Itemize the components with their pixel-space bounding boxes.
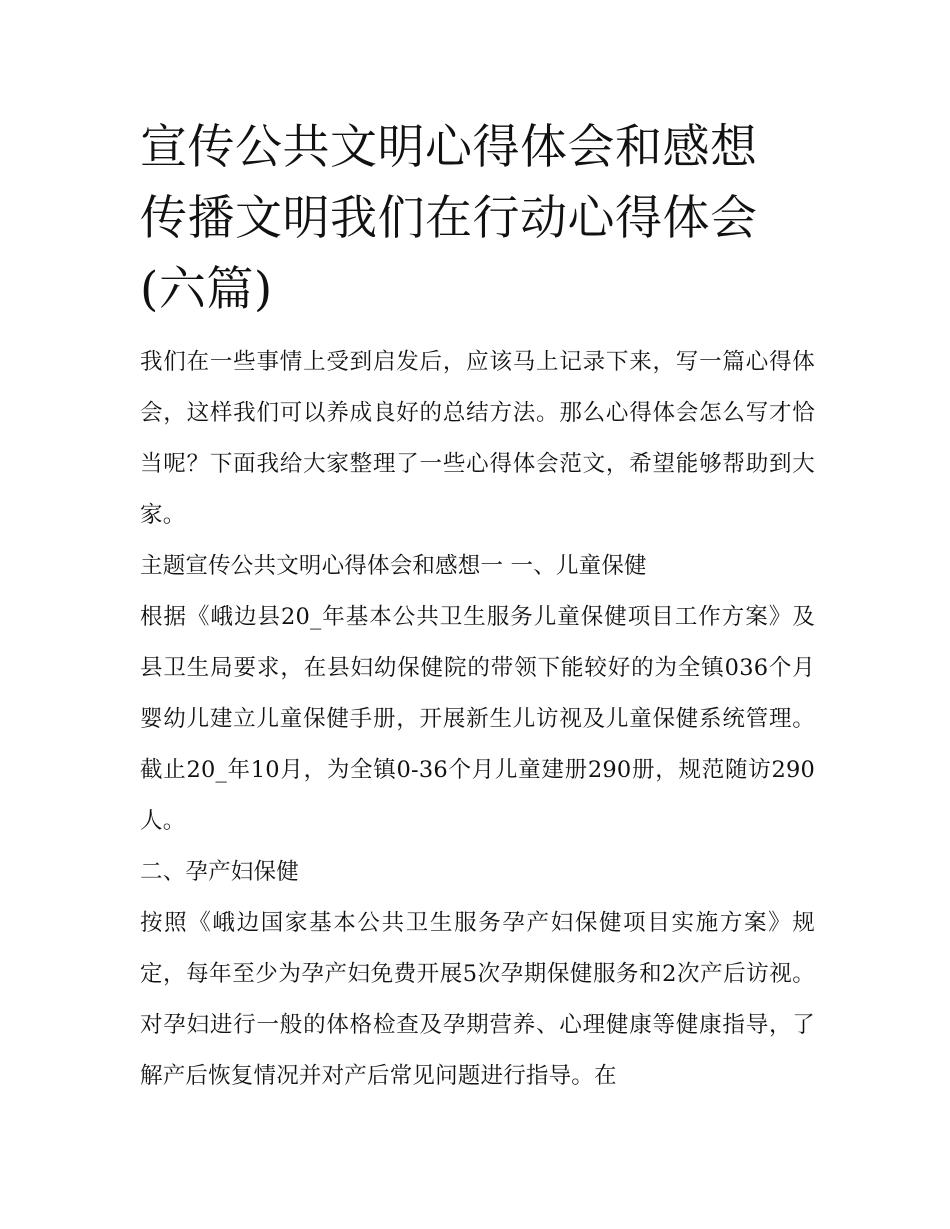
section-heading-child-health: 主题宣传公共文明心得体会和感想一 一、儿童保健	[140, 553, 647, 579]
maternal-health-paragraph: 按照《峨边国家基本公共卫生服务孕产妇保健项目实施方案》规定，每年至少为孕产妇免费开展5次孕期保健服务和2次产后访视。对孕妇进行一般的体格检查及孕期营养、心理健康等健康指导，了解产后恢复情况并对产后常见问题进行指导。在	[140, 910, 815, 1089]
title-line-2: 传播文明我们在行动心得体会	[140, 191, 758, 246]
document-page	[140, 112, 815, 1102]
title-line-3: (六篇)	[140, 262, 273, 317]
document-title	[140, 112, 815, 325]
intro-paragraph: 我们在一些事情上受到启发后，应该马上记录下来，写一篇心得体会，这样我们可以养成良好的总结方法。那么心得体会怎么写才恰当呢？下面我给大家整理了一些心得体会范文，希望能够帮助到大家。	[140, 349, 815, 528]
title-line-1: 宣传公共文明心得体会和感想	[140, 120, 758, 175]
document-body	[140, 337, 815, 1102]
child-health-paragraph: 根据《峨边县20_年基本公共卫生服务儿童保健项目工作方案》及县卫生局要求，在县妇幼保健院的带领下能较好的为全镇036个月婴幼儿建立儿童保健手册，开展新生儿访视及儿童保健系统管理。截止20_年10月，为全镇0-36个月儿童建册290册，规范随访290人。	[140, 604, 815, 834]
section-heading-maternal-health: 二、孕产妇保健	[140, 859, 299, 885]
